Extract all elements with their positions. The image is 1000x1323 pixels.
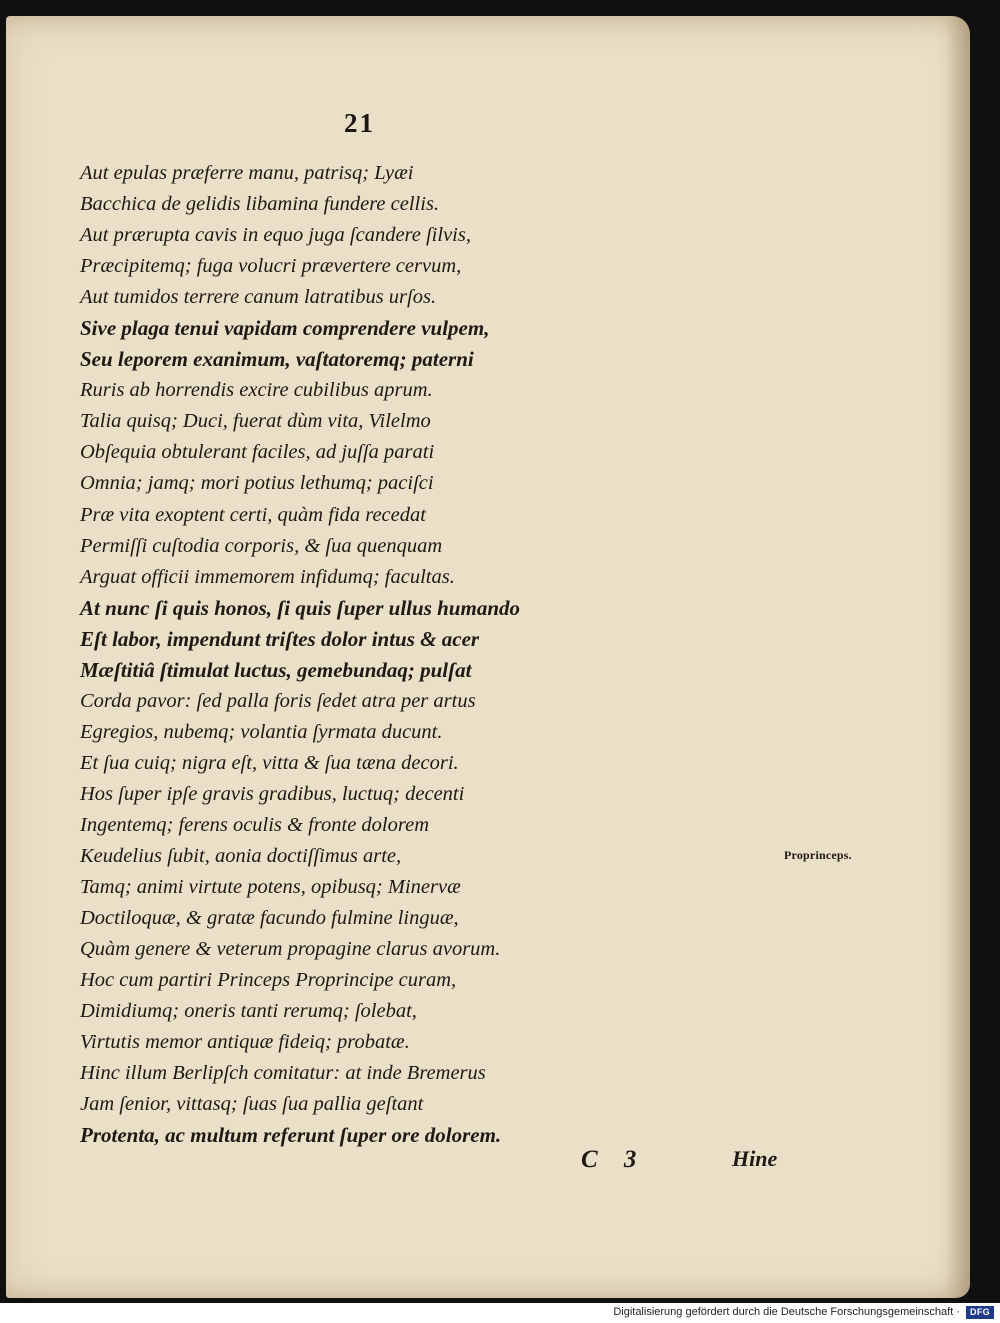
verse-line: Sive plaga tenui vapidam comprendere vulpem, bbox=[80, 316, 490, 341]
verse-line: Bacchica de gelidis libamina fundere cellis. bbox=[80, 193, 440, 216]
verse-line: Hoc cum partiri Princeps Proprincipe curam, bbox=[80, 969, 457, 992]
verse-line: Corda pavor: ſed palla foris ſedet atra per artus bbox=[80, 689, 476, 712]
page-number: 21 bbox=[344, 108, 375, 138]
verse-line: Virtutis memor antiquæ fideiq; probatæ. bbox=[80, 1031, 410, 1054]
footer-bar bbox=[0, 1303, 1000, 1323]
verse-line: Talia quisq; Duci, fuerat dùm vita, Vilelmo bbox=[80, 410, 431, 433]
verse-block bbox=[80, 158, 640, 1152]
verse-line: Egregios, nubemq; volantia ſyrmata ducunt. bbox=[80, 720, 443, 743]
verse-line: Hos ſuper ipſe gravis gradibus, luctuq; decenti bbox=[80, 782, 465, 805]
signature-mark: C 3 bbox=[581, 1146, 647, 1173]
verse-line: Permiſſi cuſtodia corporis, & ſua quenquam bbox=[80, 534, 443, 557]
verse-line: Hinc illum Berlipſch comitatur: at inde Bremerus bbox=[80, 1062, 486, 1085]
verse-line: Obſequia obtulerant faciles, ad juſſa parati bbox=[80, 441, 435, 464]
verse-line: Quàm genere & veterum propagine clarus avorum. bbox=[80, 938, 501, 961]
verse-line: Aut tumidos terrere canum latratibus urſos. bbox=[80, 286, 437, 309]
verse-line: Mæſtitiâ ſtimulat luctus, gemebundaq; pulſat bbox=[80, 657, 472, 682]
verse-line: At nunc ſi quis honos, ſi quis ſuper ullus humando bbox=[80, 595, 520, 620]
verse-line: Præ vita exoptent certi, quàm fida recedat bbox=[80, 503, 426, 526]
verse-line: Eſt labor, impendunt triſtes dolor intus & acer bbox=[80, 626, 480, 651]
verse-line: Dimidiumq; oneris tanti rerumq; ſolebat, bbox=[80, 1000, 417, 1023]
verse-line: Protenta, ac multum referunt ſuper ore dolorem. bbox=[80, 1123, 502, 1148]
verse-line: Aut epulas præferre manu, patrisq; Lyæi bbox=[80, 162, 414, 184]
verse-line: Seu leporem exanimum, vaſtatoremq; paterni bbox=[80, 347, 474, 372]
verse-line: Aut prærupta cavis in equo juga ſcandere ſilvis, bbox=[80, 224, 471, 247]
verse-line: Keudelius ſubit, aonia doctiſſimus arte, bbox=[80, 845, 402, 868]
funding-credit: Digitalisierung gefördert durch die Deutsche Forschungsgemeinschaft · bbox=[613, 1306, 960, 1318]
catchword: Hine bbox=[732, 1146, 778, 1171]
verse-line: Jam ſenior, vittasq; ſuas ſua pallia geſtant bbox=[80, 1093, 424, 1116]
verse-line: Omnia; jamq; mori potius lethumq; paciſci bbox=[80, 472, 434, 495]
verse-line: Ruris ab horrendis excire cubilibus aprum. bbox=[80, 379, 433, 402]
verse-line: Tamq; animi virtute potens, opibusq; Minervæ bbox=[80, 876, 461, 899]
verse-line: Doctiloquæ, & gratæ facundo fulmine linguæ, bbox=[80, 907, 459, 930]
book-page bbox=[6, 16, 970, 1298]
verse-line: Ingentemq; ferens oculis & fronte dolorem bbox=[80, 813, 430, 836]
dfg-logo-icon: DFG bbox=[966, 1306, 994, 1319]
verse-line: Arguat officii immemorem infidumq; facultas. bbox=[80, 565, 455, 588]
verse-line: Præcipitemq; fuga volucri prævertere cervum, bbox=[80, 255, 462, 278]
marginal-note: Proprinceps. bbox=[784, 848, 852, 862]
verse-line: Et ſua cuiq; nigra eſt, vitta & ſua tæna decori. bbox=[80, 751, 459, 774]
